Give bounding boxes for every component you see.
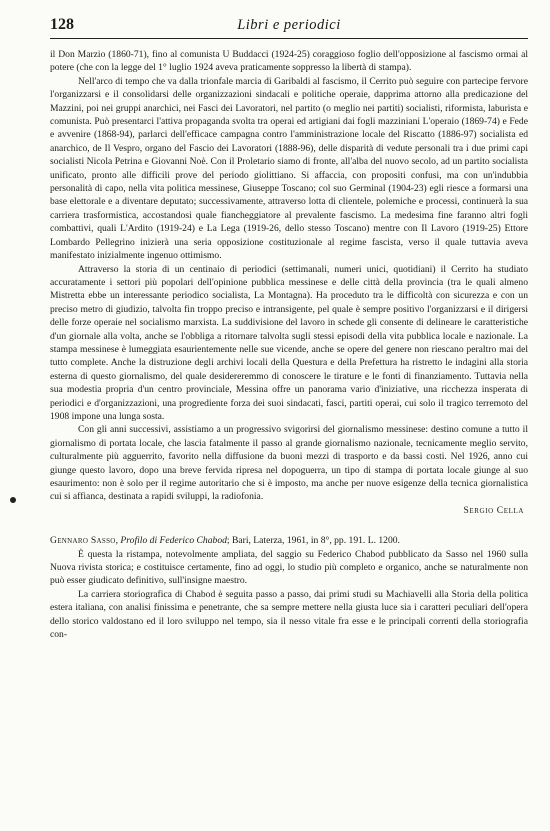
running-title: Libri e periodici	[237, 17, 341, 33]
author-signature: Sergio Cella	[463, 505, 524, 516]
review-publication: ; Bari, Laterza, 1961, in 8°, pp. 191. L. 1200.	[226, 535, 400, 547]
article-paragraph-2: Nell'arco di tempo che va dalla trionfale marcia di Garibaldi al fascismo, il Cerrito può seguire con partecipe fervore l'organizzarsi e il consolidarsi delle organizzazioni sindacali e politiche operaie, dapprima attorno alla predicazione del Mazzini, poi nei gruppi anarchici, nei Fasci dei Lavoratori, nel partito (o meglio nei partiti) socialisti, riformista, laburista e comunista. Può presentarci l'attiva propaganda svolta tra operai ed artigiani dai fogli mazziniani L'operaio (1869-74) e Fede e avvenire (1868-94), parlarci dell'efficace campagna contro l'amministrazione locale del Riscatto (1886-97) socialista ed anarchico, de Il Vespro, organo del Fascio dei Lavoratori (1888-96), delle disparità di vedute personali tra i due primi capi socialisti Nicola Petrina e Giovanni Noè. Con il Proletario siamo di fronte, all'alba del nuovo secolo, ad un partito socialista unificato, pronto alle difficili prove del periodo giolittiano. Si affaccia, con propositi confusi, ma con un'indubbia personalità di capo, nella vita politica messinese, Giuseppe Toscano; col suo Germinal (1904-23) egli riesce a formarsi una base elettorale e a diventare deputato; successivamente, attraverso lotta di clientele, polemiche e processi, continuerà la sua carriera trasformistica, accostandosi quale fiancheggiatore al prevalente fascismo. La medesima fine faranno altri fogli combattivi, quali L'Ardito (1919-24) e La Lega (1919-26, dello stesso Toscano) mentre con Il Lavoro (1919-25) Ettore Lombardo Pellegrino inizierà una seria opposizione costituzionale al regime fascista, verso il quale tuttavia aveva manifestato inizialmente ingenuo ottimismo.	[50, 75, 528, 262]
article-paragraph-1: il Don Marzio (1860-71), fino al comunista U Buddacci (1924-25) coraggioso foglio dell'opposizione al fascismo ormai al potere (che con la legge del 1° luglio 1924 aveva praticamente soppresso la libertà di stampa).	[50, 49, 528, 74]
article-paragraph-4: Con gli anni successivi, assistiamo a un progressivo svigorirsi del giornalismo messinese: destino comune a tutto il giornalismo di portata locale, che lascia fatalmente il passo al grande giornalismo nazionale, tecnicamente meglio servito, culturalmente più agguerrito, favorito nella diffusione da buoni mezzi di trasporto e da bassi costi. Nel 1926, anno cui giunge questo lavoro, dopo una breve fervida ripresa nel dopoguerra, un tipo di stampa di portata locale giunge al suo esaurimento: non è solo per il regime autoritario che si è imposto, ma anche per nuove esigenze della tecnica giornalistica cui si affianca, destinata a rapidi sviluppi, la radiofonia.	[50, 424, 528, 503]
review-title: Profilo di Federico Chabod	[120, 535, 227, 547]
review-paragraph-1: È questa la ristampa, notevolmente ampliata, del saggio su Federico Chabod pubblicato da Sasso nel 1960 sulla Nuova rivista storica; e costituisce certamente, fino ad oggi, lo studio più completo e organico, anche se naturalmente non può esser giudicato definitivo, sull'insigne maestro.	[50, 548, 528, 587]
margin-mark	[10, 497, 16, 503]
page-header	[50, 12, 528, 39]
review-paragraph-2: La carriera storiografica di Chabod è seguita passo a passo, dai primi studi su Machiavelli alla Storia della politica estera italiana, con analisi finissima e penetrante, che sa sempre mettere nella giusta luce sia i caratteri peculiari dell'opera dello storico valdostano ed il loro sviluppo nel tempo, sia il nesso vitale fra esse e le principali correnti della storiografia con-	[50, 588, 528, 641]
page-body	[50, 48, 528, 641]
page-number: 128	[50, 16, 74, 33]
article-paragraph-3: Attraverso la storia di un centinaio di periodici (settimanali, numeri unici, quotidiani) il Cerrito ha studiato accuratamente i settori più popolari dell'opinione pubblica messinese e delle città della provincia (tra le quali almeno Mistretta ebbe un interessante periodico socialista, La Montagna). Ha proceduto tra le difficoltà con sicurezza e con un preciso metro di giudizio, talvolta fin troppo preciso e intransigente, pel quale è sempre positivo l'organizzarsi e il dirigersi delle forze operaie nel socialismo marxista. La suddivisione del lavoro in schede gli consente di delineare le caratteristiche d'un giornale alla volta, anche se l'obbliga a ritornare talvolta sugli stessi episodi della vita pubblica locale e nazionale. La stampa messinese è lumeggiata esaurientemente nelle sue vicende, anche se opere del genere non riescano peraltro mai del tutto complete. Anche la distruzione degli archivi locali della Questura e della Prefettura ha ristretto le indagini alla storia esterna di questo giornalismo, del quale desidereremmo di conoscere le tirature e le fonti di finanziamento. Tuttavia nella sua modestia propria d'un centro provinciale, Messina offre un panorama vario d'iniziative, una ricchezza insperata di periodici e d'organizzazioni, una progrediente forza dei suoi sindacati, fasci, partiti operai, cui solo il tragico terremoto del 1908 impone una lunga sosta.	[50, 263, 528, 422]
section-gap	[50, 518, 528, 534]
review-heading: Gennaro Sasso, Profilo di Federico Chabod; Bari, Laterza, 1961, in 8°, pp. 191. L. 1200.	[50, 535, 400, 547]
review-author: Gennaro Sasso	[50, 535, 116, 547]
